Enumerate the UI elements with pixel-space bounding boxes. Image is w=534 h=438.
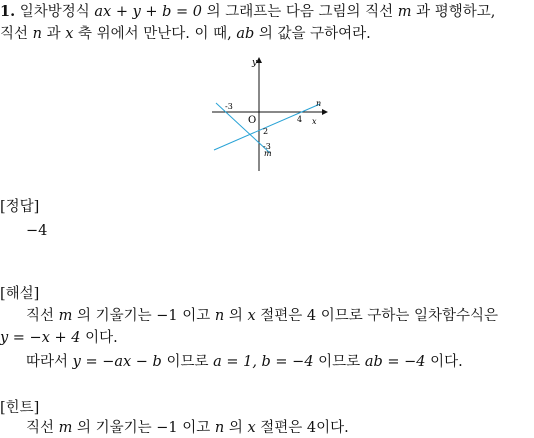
origin-label: O [248, 115, 257, 126]
explanation-text: 따라서 [26, 354, 69, 370]
tick-neg3-y: -3 [263, 142, 271, 151]
axis-x-label: x [312, 117, 317, 126]
hint-text: 의 [228, 420, 243, 436]
hint-line-1 [26, 418, 349, 438]
problem-number: 1. [0, 3, 16, 20]
explanation-text: 직선 [26, 308, 55, 324]
var-m: m [58, 420, 73, 436]
equation: ax + y + b = 0 [94, 4, 203, 20]
problem-text: 과 [46, 26, 61, 42]
hint-text: 의 기울기는 −1 이고 [76, 420, 211, 436]
problem-text: 축 위에서 만난다. 이 때, [78, 26, 232, 42]
explanation-text: 이다. [430, 354, 463, 370]
var-n: n [32, 26, 42, 42]
var-n: n [214, 420, 225, 436]
explanation-line-2 [0, 328, 118, 348]
var-n: n [214, 308, 225, 324]
explanation-text: 이다. [85, 330, 118, 346]
equation: y = −x + 4 [0, 330, 81, 346]
equation: y = −ax − b [72, 354, 162, 370]
line-m-label: m [264, 149, 272, 158]
axis-y-label: y [252, 58, 258, 68]
explanation-text: 절편은 4 이므로 구하는 일차함수식은 [260, 308, 498, 324]
tick-4-x: 4 [297, 115, 303, 124]
var-x: x [247, 308, 256, 324]
problem-text: 직선 [0, 26, 29, 42]
problem-text: 일차방정식 [19, 4, 90, 20]
explanation-text: 이므로 [166, 354, 209, 370]
tick-neg3-x: -3 [225, 102, 233, 111]
answer-header: [정답] [0, 199, 40, 215]
tick-2-y: 2 [263, 127, 269, 136]
var-x: x [65, 26, 74, 42]
equation: ab = −4 [364, 354, 426, 370]
explanation-text: 의 [228, 308, 243, 324]
hint-text: 직선 [26, 420, 55, 436]
var-x: x [247, 420, 256, 436]
var-m: m [58, 308, 73, 324]
answer-value: −4 [26, 223, 48, 239]
equation: a = 1, b = −4 [213, 354, 314, 370]
explanation-text: 의 기울기는 −1 이고 [76, 308, 211, 324]
hint-header: [힌트] [0, 400, 40, 416]
problem-text: 과 평행하고, [416, 4, 496, 20]
explanation-header: [해설] [0, 286, 40, 302]
var-m: m [397, 4, 412, 20]
problem-line-1 [0, 2, 495, 22]
explanation-line-3 [26, 352, 463, 372]
line-n-label: n [316, 99, 322, 108]
problem-line-2 [0, 24, 371, 44]
explanation-line-1 [26, 306, 498, 326]
var-ab: ab [236, 26, 255, 42]
problem-text: 의 그래프는 다음 그림의 직선 [206, 4, 394, 20]
problem-text: 의 값을 구하여라. [258, 26, 371, 42]
coordinate-graph [200, 56, 340, 176]
hint-text: 절편은 4이다. [260, 420, 349, 436]
explanation-text: 이므로 [318, 354, 361, 370]
